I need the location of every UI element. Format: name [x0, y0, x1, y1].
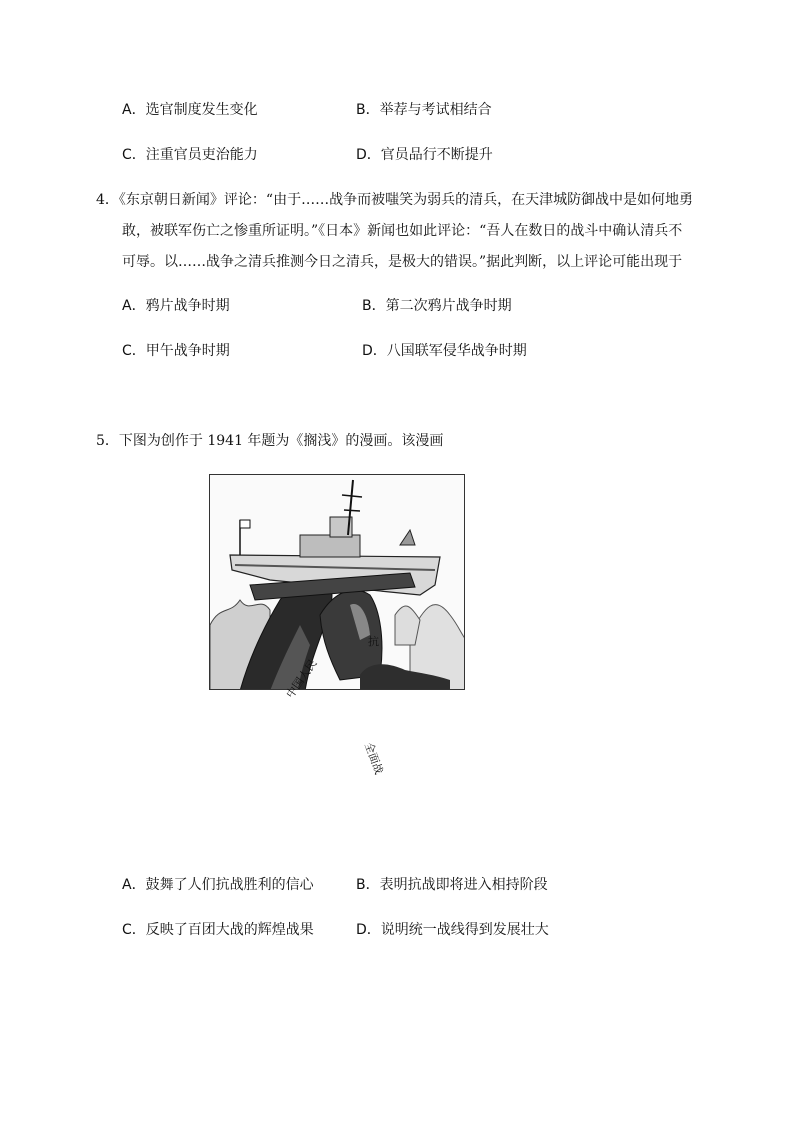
q5-option-a: A．鼓舞了人们抗战胜利的信心 — [122, 877, 314, 893]
q5-stem: 5．下图为创作于 1941 年题为《搁浅》的漫画。该漫画 — [96, 433, 444, 449]
q4-stem-line2: 敢，被联军伤亡之惨重所证明。”《日本》新闻也如此评论：“吾人在数日的战斗中确认清兵不 — [122, 223, 683, 239]
cartoon-image — [209, 474, 465, 690]
cartoon-label-zhongguorenmin: 中国人民 — [283, 657, 320, 701]
q4-option-c: C．甲午战争时期 — [122, 343, 230, 359]
q5-option-c: C．反映了百团大战的辉煌战果 — [122, 922, 314, 938]
q3-option-a: A．选官制度发生变化 — [122, 102, 258, 118]
cartoon-label-quanmianzhan: 全面战 — [361, 740, 386, 777]
q3-option-b: B．举荐与考试相结合 — [356, 102, 492, 118]
q4-option-d: D．八国联军侵华战争时期 — [362, 343, 527, 359]
q5-option-b: B．表明抗战即将进入相持阶段 — [356, 877, 548, 893]
q4-stem-line3: 可辱。以……战争之清兵推测今日之清兵，是极大的错误。”据此判断，以上评论可能出现于 — [122, 254, 683, 270]
q4-option-b: B．第二次鸦片战争时期 — [362, 298, 512, 314]
cartoon-label-kang: 抗 — [368, 635, 379, 648]
q3-option-d: D．官员品行不断提升 — [356, 147, 493, 163]
q5-option-d: D．说明统一战线得到发展壮大 — [356, 922, 549, 938]
q4-stem-line1: 4．《东京朝日新闻》评论：“由于……战争而被嗤笑为弱兵的清兵，在天津城防御战中是如何地勇 — [96, 192, 694, 208]
cartoon-drawing — [210, 475, 465, 690]
q4-option-a: A．鸦片战争时期 — [122, 298, 230, 314]
q3-option-c: C．注重官员吏治能力 — [122, 147, 258, 163]
